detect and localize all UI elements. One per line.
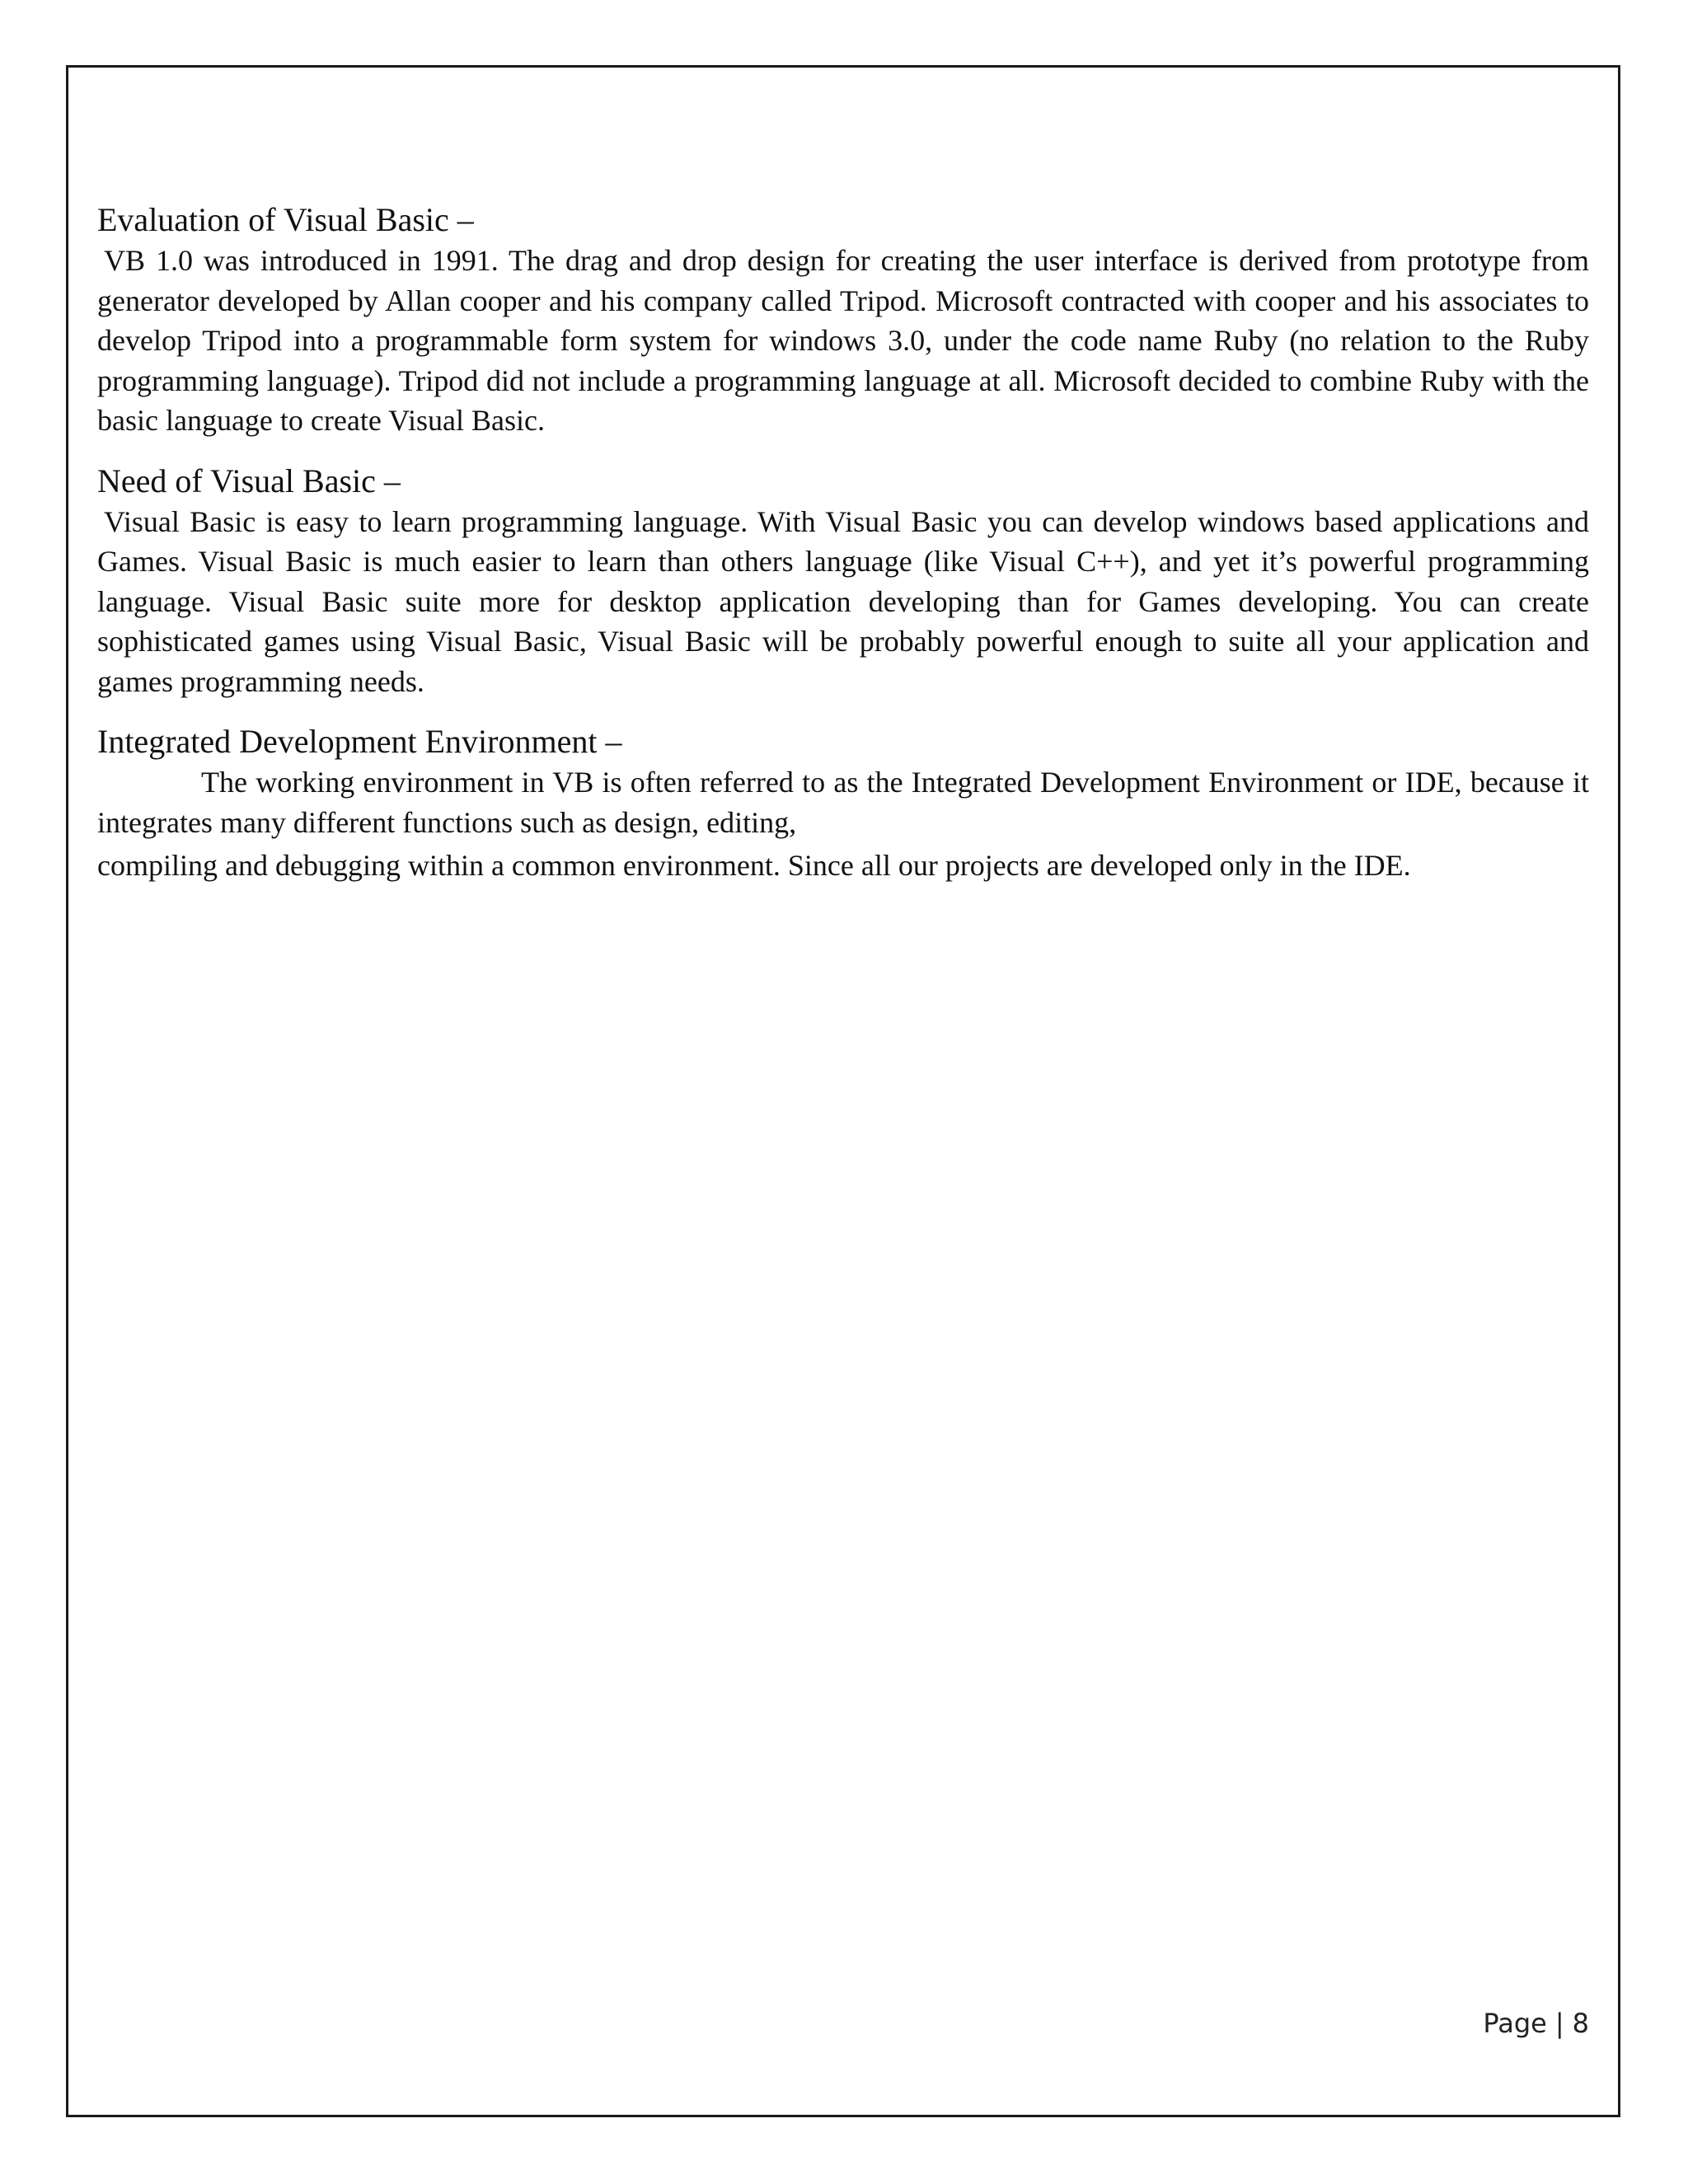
- page-number: 8: [1572, 2008, 1589, 2039]
- section-heading: Need of Visual Basic –: [97, 462, 401, 499]
- section-heading: Evaluation of Visual Basic –: [97, 201, 474, 238]
- page-label: Page: [1483, 2008, 1547, 2039]
- section-need: [97, 461, 1589, 702]
- section-paragraph: Visual Basic is easy to learn programming language. With Visual Basic you can develop windows based applications and Games. Visual Basic is much easier to learn than others language (like Visual C++), and yet it’s powerful programming language. Visual Basic suite more for desktop application developing than for Games developing. You can create sophisticated games using Visual Basic, Visual Basic will be probably powerful enough to suite all your application and games programming needs.: [97, 504, 1589, 698]
- page-separator: |: [1554, 2008, 1564, 2039]
- section-heading: Integrated Development Environment –: [97, 723, 622, 760]
- section-paragraph: VB 1.0 was introduced in 1991. The drag and drop design for creating the user interface is derived from prototype from generator developed by Allan cooper and his company called Tripod. Microsoft contracted with cooper and his associates to develop Tripod into a programmable form system for windows 3.0, under the code name Ruby (no relation to the Ruby programming language). Tripod did not include a programming language at all. Microsoft decided to combine Ruby with the basic language to create Visual Basic.: [97, 244, 1589, 437]
- document-body: [97, 199, 1589, 906]
- section-ide: [97, 721, 1589, 886]
- section-evaluation: [97, 199, 1589, 441]
- page-footer: [1483, 2008, 1589, 2039]
- section-paragraph: The working environment in VB is often referred to as the Integrated Development Environment or IDE, because it integrates many different functions such as design, editing,: [97, 766, 1589, 839]
- section-paragraph-continued: compiling and debugging within a common environment. Since all our projects are developed only in the IDE.: [97, 849, 1411, 882]
